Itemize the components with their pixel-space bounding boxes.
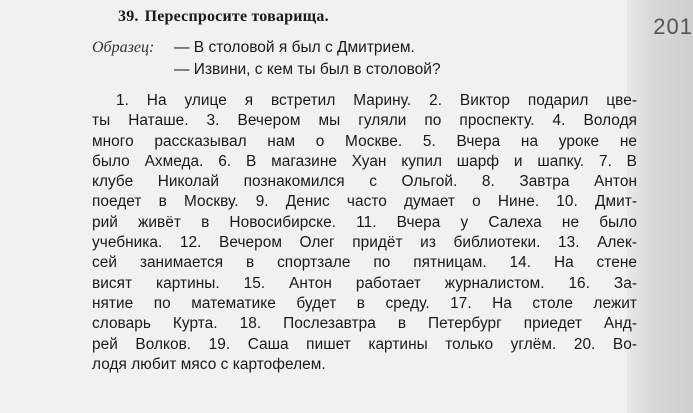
text-line: словарь Курта. 18. Послезавтра в Петербург приедет Анд- <box>92 315 637 333</box>
text-line: учебника. 12. Вечером Олег придёт из библиотеки. 13. Алек- <box>92 234 637 252</box>
sample-question: — Извини, с кем ты был в столовой? <box>174 61 441 78</box>
text-line: сей занимается в спортзале по пятницам. 14. На стене <box>92 254 637 272</box>
text-line: рий живёт в Новосибирске. 11. Вчера у Салеха не было <box>92 213 637 231</box>
sample-indent <box>92 59 174 81</box>
text-line: лодя любит мясо с картофелем. <box>92 355 326 373</box>
exercise-instruction: Переспросите товарища. <box>144 8 329 25</box>
sample-dialogue <box>92 37 637 81</box>
text-line: было Ахмеда. 6. В магазине Хуан купил шарф и шапку. 7. В <box>92 152 637 170</box>
exercise-sentences <box>92 91 637 375</box>
exercise-title <box>118 8 329 26</box>
exercise-number: 39. <box>118 8 139 25</box>
text-line: много рассказывал нам о Москве. 5. Вчера на уроке не <box>92 132 637 150</box>
text-line: поедет в Москву. 9. Денис часто думает о Нине. 10. Дмит- <box>92 193 637 211</box>
sample-statement: — В столовой я был с Дмитрием. <box>174 39 415 56</box>
text-line: ты Наташе. 3. Вечером мы гуляли по проспекту. 4. Володя <box>92 112 637 130</box>
sample-line-2 <box>92 59 637 81</box>
sample-line-1 <box>92 37 637 59</box>
sample-label: Образец: <box>92 39 155 56</box>
text-line: клубе Николай познакомился с Ольгой. 8. Завтра Антон <box>92 173 637 191</box>
text-line: рей Волков. 19. Саша пишет картины только углём. 20. Во- <box>92 335 637 353</box>
text-line: 1. На улице я встретил Марину. 2. Виктор подарил цве- <box>116 92 637 109</box>
text-line: нятие по математике будет в среду. 17. На столе лежит <box>92 294 637 312</box>
text-line: висят картины. 15. Антон работает журналистом. 16. За- <box>92 274 637 292</box>
page-number: 201 <box>653 14 693 39</box>
